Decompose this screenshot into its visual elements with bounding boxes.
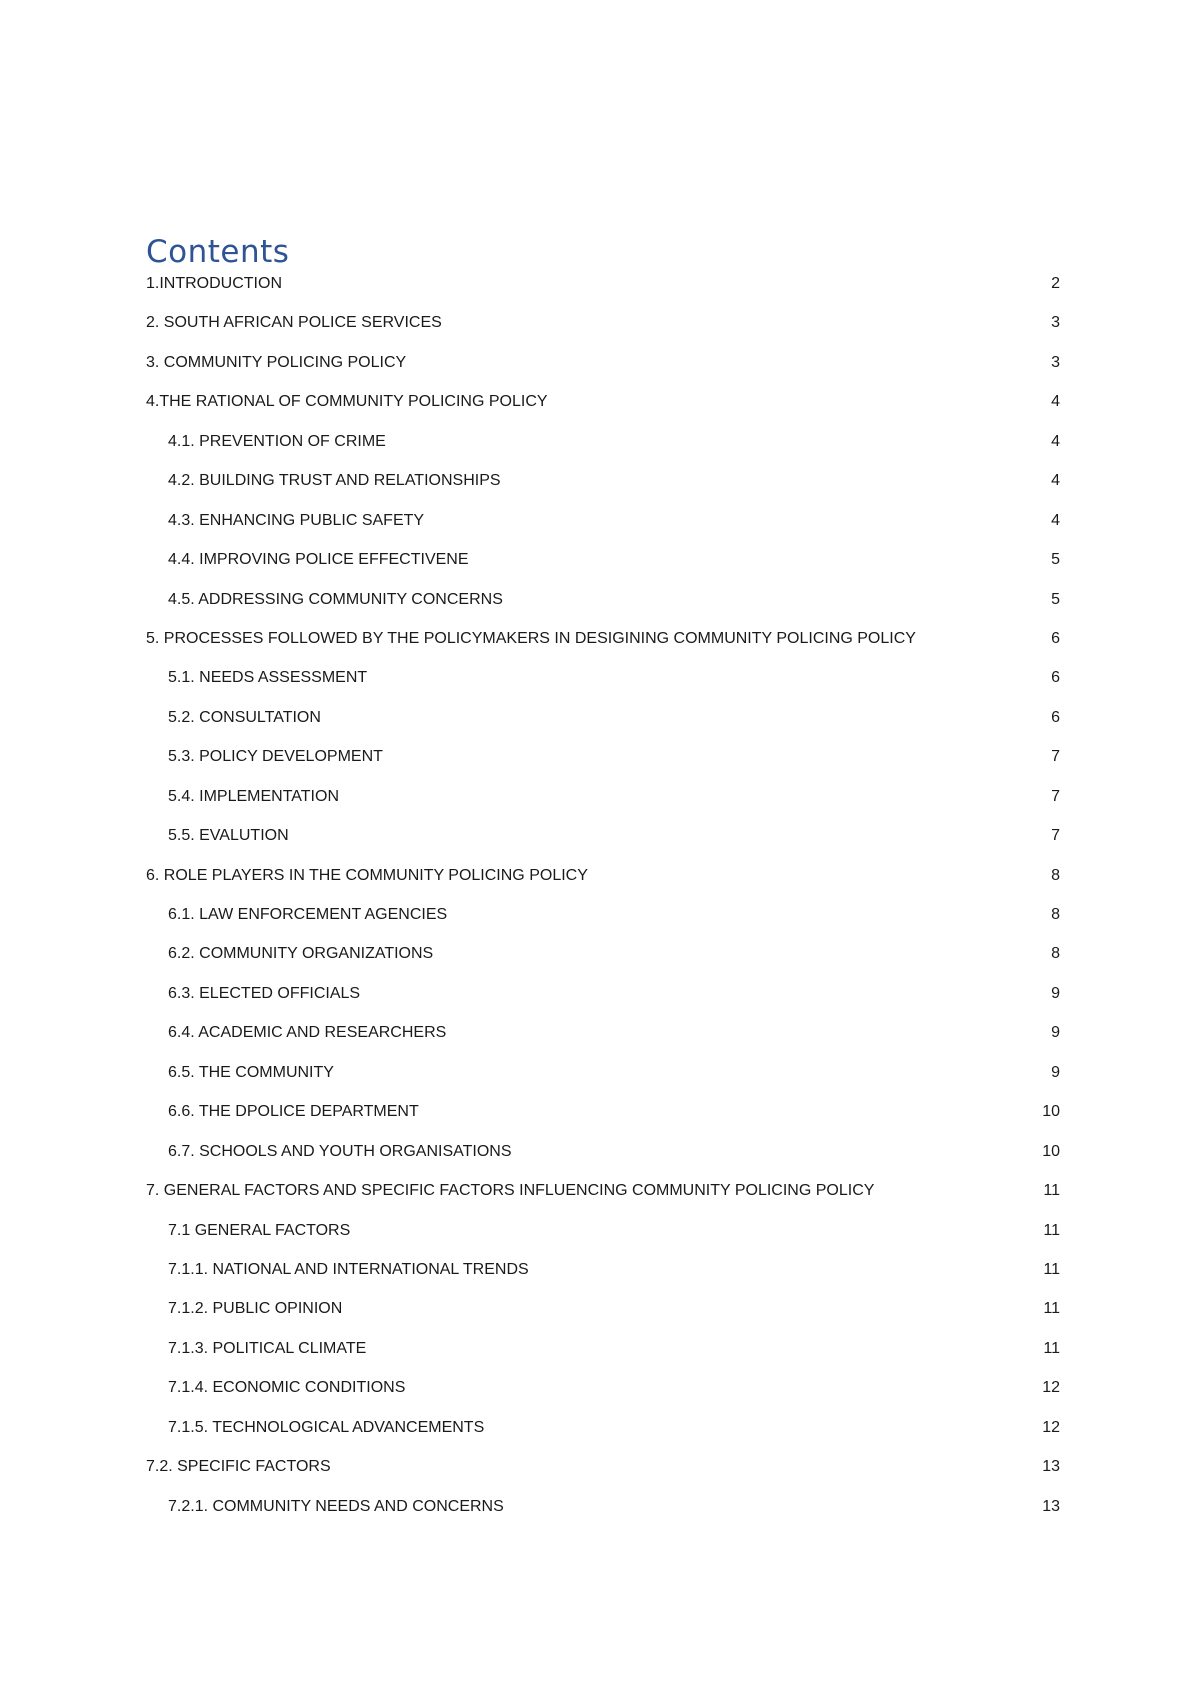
toc-entry-label: 6.3. ELECTED OFFICIALS [168,984,361,1002]
toc-entry[interactable] [146,343,1060,382]
toc-entry[interactable] [146,816,1060,855]
toc-entry-label: 3. COMMUNITY POLICING POLICY [146,353,407,371]
toc-entry[interactable] [146,501,1060,540]
toc-page-number: 11 [1043,1182,1060,1200]
table-of-contents [146,232,1060,1534]
toc-entry[interactable] [146,540,1060,579]
toc-entry-label: 4.THE RATIONAL OF COMMUNITY POLICING POLICY [146,393,548,411]
toc-entry-label: 4.2. BUILDING TRUST AND RELATIONSHIPS [168,472,501,490]
toc-entry-label: 4.4. IMPROVING POLICE EFFECTIVENE [168,551,469,569]
toc-entry-label: 5. PROCESSES FOLLOWED BY THE POLICYMAKERS IN DESIGINING COMMUNITY POLICING POLICY [146,629,916,647]
toc-entry-label: 6.4. ACADEMIC AND RESEARCHERS [168,1024,447,1042]
toc-entry-label: 7. GENERAL FACTORS AND SPECIFIC FACTORS INFLUENCING COMMUNITY POLICING POLICY [146,1182,875,1200]
toc-page-number: 12 [1042,1379,1060,1397]
toc-entry[interactable] [146,619,1060,658]
toc-page-number: 4 [1051,432,1060,450]
toc-page-number: 8 [1051,945,1060,963]
toc-page-number: 9 [1051,1063,1060,1081]
toc-page-number: 7 [1051,748,1060,766]
toc-page-number: 11 [1043,1339,1060,1357]
toc-page-number: 6 [1051,708,1060,726]
toc-page-number: 10 [1042,1142,1060,1160]
toc-page-number: 4 [1051,472,1060,490]
toc-entry-label: 6.2. COMMUNITY ORGANIZATIONS [168,945,434,963]
toc-entry-label: 6. ROLE PLAYERS IN THE COMMUNITY POLICING POLICY [146,866,588,884]
toc-entry-label: 5.2. CONSULTATION [168,708,321,726]
toc-page-number: 8 [1051,906,1060,923]
toc-page-number: 6 [1051,629,1060,647]
toc-entry[interactable] [146,382,1060,421]
toc-entry[interactable] [146,1211,1060,1250]
toc-entry-label: 4.3. ENHANCING PUBLIC SAFETY [168,511,425,529]
toc-page-number: 6 [1051,669,1060,687]
toc-entry[interactable] [146,895,1060,934]
toc-page-number: 9 [1051,1024,1060,1042]
toc-entry-list [146,264,1060,1526]
toc-entry[interactable] [146,1447,1060,1486]
toc-entry[interactable] [146,934,1060,973]
toc-entry-label: 5.3. POLICY DEVELOPMENT [168,748,383,766]
toc-entry[interactable] [146,1250,1060,1289]
toc-page-number: 10 [1042,1103,1060,1121]
toc-entry-label: 7.1.3. POLITICAL CLIMATE [168,1339,367,1357]
toc-page-number: 5 [1051,551,1060,569]
toc-entry[interactable] [146,264,1060,303]
toc-page-number: 12 [1042,1418,1060,1436]
toc-entry-label: 7.2. SPECIFIC FACTORS [146,1458,331,1476]
toc-page-number: 11 [1043,1300,1060,1318]
toc-page-number: 3 [1051,314,1060,332]
toc-page-number: 7 [1051,827,1060,845]
toc-entry[interactable] [146,1289,1060,1328]
toc-entry-label: 4.1. PREVENTION OF CRIME [168,432,386,450]
toc-entry[interactable] [146,1329,1060,1368]
toc-entry[interactable] [146,1053,1060,1092]
toc-entry-label: 7.1.4. ECONOMIC CONDITIONS [168,1379,406,1397]
toc-entry[interactable] [146,1408,1060,1447]
toc-entry[interactable] [146,1013,1060,1052]
toc-entry-label: 7.1.2. PUBLIC OPINION [168,1300,343,1318]
toc-entry-label: 5.5. EVALUTION [168,827,289,845]
toc-entry-label: 6.7. SCHOOLS AND YOUTH ORGANISATIONS [168,1142,512,1160]
toc-entry[interactable] [146,461,1060,500]
toc-page-number: 13 [1042,1497,1060,1515]
toc-entry-label: 4.5. ADDRESSING COMMUNITY CONCERNS [168,590,503,608]
toc-page-number: 2 [1051,275,1060,292]
toc-entry[interactable] [146,580,1060,619]
toc-page-number: 13 [1042,1458,1060,1476]
toc-page-number: 8 [1051,866,1060,884]
toc-entry[interactable] [146,303,1060,342]
toc-entry[interactable] [146,1092,1060,1131]
toc-page-number: 5 [1051,590,1060,608]
toc-entry-label: 7.1.5. TECHNOLOGICAL ADVANCEMENTS [168,1418,485,1436]
toc-entry-label: 6.5. THE COMMUNITY [168,1063,334,1081]
toc-entry[interactable] [146,698,1060,737]
toc-entry[interactable] [146,974,1060,1013]
toc-page-number: 3 [1051,353,1060,371]
toc-entry[interactable] [146,1171,1060,1210]
toc-entry[interactable] [146,1132,1060,1171]
toc-page-number: 7 [1051,787,1060,805]
toc-page-number: 11 [1043,1221,1060,1239]
toc-entry-label: 7.1.1. NATIONAL AND INTERNATIONAL TRENDS [168,1260,529,1278]
toc-entry-label: 1.INTRODUCTION [146,275,282,292]
toc-entry-label: 6.6. THE DPOLICE DEPARTMENT [168,1103,419,1121]
toc-entry[interactable] [146,1487,1060,1526]
toc-entry-label: 7.2.1. COMMUNITY NEEDS AND CONCERNS [168,1497,504,1515]
toc-page-number: 11 [1043,1260,1060,1278]
toc-entry-label: 2. SOUTH AFRICAN POLICE SERVICES [146,314,442,332]
toc-entry-label: 5.4. IMPLEMENTATION [168,787,339,805]
toc-entry[interactable] [146,1368,1060,1407]
toc-entry[interactable] [146,737,1060,776]
toc-page-number: 4 [1051,393,1060,411]
toc-entry[interactable] [146,777,1060,816]
toc-entry-label: 7.1 GENERAL FACTORS [168,1221,351,1239]
toc-page-number: 4 [1051,511,1060,529]
toc-entry-label: 5.1. NEEDS ASSESSMENT [168,669,368,687]
toc-entry[interactable] [146,422,1060,461]
toc-entry[interactable] [146,658,1060,697]
toc-page-number: 9 [1051,984,1060,1002]
toc-entry[interactable] [146,856,1060,895]
toc-entry-label: 6.1. LAW ENFORCEMENT AGENCIES [168,906,448,923]
contents-heading: Contents [146,234,290,270]
